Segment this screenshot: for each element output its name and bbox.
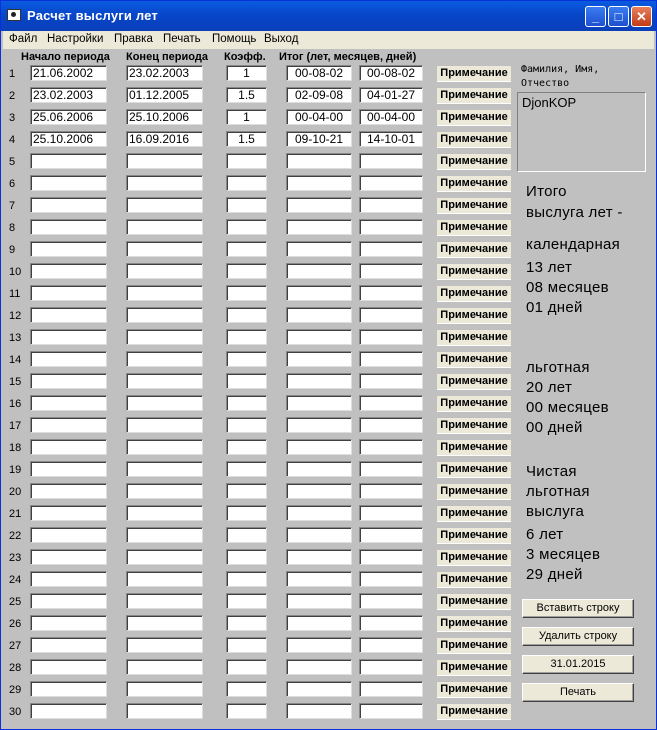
calendar-total-field[interactable] (286, 395, 352, 411)
note-button[interactable]: Примечание (437, 682, 511, 698)
note-button[interactable]: Примечание (437, 242, 511, 258)
calendar-total-field[interactable] (286, 219, 352, 235)
coef-field[interactable] (226, 703, 267, 719)
row-number: 29 (9, 684, 22, 696)
menu-edit[interactable]: Правка (114, 33, 153, 45)
calendar-total-field[interactable] (286, 549, 352, 565)
menu-help[interactable]: Помощь (212, 33, 257, 45)
start-date-field[interactable] (30, 197, 107, 213)
coef-field[interactable] (226, 351, 267, 367)
coef-field[interactable]: 1 (226, 109, 267, 125)
calendar-total-field[interactable] (286, 153, 352, 169)
preferential-total-field[interactable] (359, 329, 423, 345)
end-date-field[interactable]: 01.12.2005 (126, 87, 203, 103)
calendar-total-field[interactable] (286, 351, 352, 367)
start-date-field[interactable] (30, 241, 107, 257)
row-number: 17 (9, 420, 22, 432)
calendar-total-field[interactable] (286, 593, 352, 609)
row-number: 2 (9, 90, 16, 102)
fio-label: Фамилия, Имя, Отчество (521, 64, 600, 89)
summary-calendar-months: 08 месяцев (526, 279, 609, 296)
coef-field[interactable] (226, 461, 267, 477)
header-total: Итог (лет, месяцев, дней) (279, 51, 417, 63)
preferential-total-field[interactable] (359, 175, 423, 191)
summary-net-months: 3 месяцев (526, 546, 601, 563)
calendar-total-field[interactable] (286, 571, 352, 587)
row-number: 19 (9, 464, 22, 476)
note-button[interactable]: Примечание (437, 638, 511, 654)
summary-net-years: 6 лет (526, 526, 564, 543)
start-date-field[interactable] (30, 153, 107, 169)
summary-calendar-label: календарная (526, 236, 621, 253)
coef-field[interactable]: 1.5 (226, 131, 267, 147)
preferential-total-field[interactable] (359, 241, 423, 257)
summary-calendar-years: 13 лет (526, 259, 573, 276)
start-date-field[interactable] (30, 307, 107, 323)
summary-preferential-years: 20 лет (526, 379, 573, 396)
summary-net-label-1: Чистая (526, 463, 577, 480)
row-number: 13 (9, 332, 22, 344)
header-coef: Коэфф. (224, 51, 266, 63)
row-number: 22 (9, 530, 22, 542)
row-number: 5 (9, 156, 16, 168)
end-date-field[interactable] (126, 527, 203, 543)
preferential-total-field[interactable]: 14-10-01 (359, 131, 423, 147)
note-button[interactable]: Примечание (437, 110, 511, 126)
coef-field[interactable] (226, 373, 267, 389)
end-date-field[interactable]: 23.02.2003 (126, 65, 203, 81)
date-button[interactable]: 31.01.2015 (522, 655, 634, 674)
calendar-total-field[interactable]: 09-10-21 (286, 131, 352, 147)
row-number: 21 (9, 508, 22, 520)
start-date-field[interactable] (30, 593, 107, 609)
calendar-total-field[interactable] (286, 505, 352, 521)
start-date-field[interactable] (30, 637, 107, 653)
note-button[interactable]: Примечание (437, 440, 511, 456)
note-button[interactable]: Примечание (437, 286, 511, 302)
row-number: 12 (9, 310, 22, 322)
start-date-field[interactable] (30, 659, 107, 675)
summary-preferential-months: 00 месяцев (526, 399, 609, 416)
preferential-total-field[interactable] (359, 615, 423, 631)
end-date-field[interactable] (126, 681, 203, 697)
start-date-field[interactable] (30, 285, 107, 301)
calendar-total-field[interactable] (286, 373, 352, 389)
calendar-total-field[interactable] (286, 307, 352, 323)
start-date-field[interactable] (30, 549, 107, 565)
preferential-total-field[interactable] (359, 153, 423, 169)
preferential-total-field[interactable] (359, 681, 423, 697)
preferential-total-field[interactable] (359, 505, 423, 521)
coef-field[interactable] (226, 241, 267, 257)
row-number: 11 (9, 288, 21, 300)
calendar-total-field[interactable] (286, 681, 352, 697)
calendar-total-field[interactable] (286, 175, 352, 191)
calendar-total-field[interactable]: 00-08-02 (286, 65, 352, 81)
row-number: 4 (9, 134, 16, 146)
calendar-total-field[interactable] (286, 527, 352, 543)
preferential-total-field[interactable] (359, 307, 423, 323)
close-button[interactable]: ✕ (631, 6, 652, 27)
calendar-total-field[interactable] (286, 329, 352, 345)
end-date-field[interactable] (126, 703, 203, 719)
start-date-field[interactable] (30, 417, 107, 433)
row-number: 23 (9, 552, 22, 564)
start-date-field[interactable]: 21.06.2002 (30, 65, 107, 81)
end-date-field[interactable] (126, 659, 203, 675)
end-date-field[interactable] (126, 395, 203, 411)
coef-field[interactable] (226, 307, 267, 323)
summary-preferential-days: 00 дней (526, 419, 583, 436)
end-date-field[interactable] (126, 571, 203, 587)
note-button[interactable]: Примечание (437, 154, 511, 170)
end-date-field[interactable]: 25.10.2006 (126, 109, 203, 125)
note-button[interactable]: Примечание (437, 374, 511, 390)
row-number: 7 (9, 200, 16, 212)
summary-calendar-days: 01 дней (526, 299, 583, 316)
coef-field[interactable] (226, 615, 267, 631)
coef-field[interactable] (226, 417, 267, 433)
calendar-total-field[interactable] (286, 197, 352, 213)
main-form (3, 49, 654, 727)
coef-field[interactable]: 1.5 (226, 87, 267, 103)
note-button[interactable]: Примечание (437, 418, 511, 434)
end-date-field[interactable] (126, 329, 203, 345)
note-button[interactable]: Примечание (437, 462, 511, 478)
preferential-total-field[interactable]: 00-04-00 (359, 109, 423, 125)
coef-field[interactable] (226, 153, 267, 169)
end-date-field[interactable] (126, 549, 203, 565)
end-date-field[interactable] (126, 241, 203, 257)
start-date-field[interactable]: 25.06.2006 (30, 109, 107, 125)
calendar-total-field[interactable] (286, 439, 352, 455)
start-date-field[interactable] (30, 461, 107, 477)
summary-net-days: 29 дней (526, 566, 583, 583)
note-button[interactable]: Примечание (437, 396, 511, 412)
row-number: 14 (9, 354, 22, 366)
start-date-field[interactable] (30, 395, 107, 411)
preferential-total-field[interactable] (359, 263, 423, 279)
menu-file[interactable]: Файл (9, 33, 38, 45)
note-button[interactable]: Примечание (437, 330, 511, 346)
row-number: 16 (9, 398, 22, 410)
header-start: Начало периода (21, 51, 110, 63)
end-date-field[interactable] (126, 307, 203, 323)
window-title: Расчет выслуги лет (27, 8, 158, 23)
note-button[interactable]: Примечание (437, 132, 511, 148)
preferential-total-field[interactable] (359, 659, 423, 675)
preferential-total-field[interactable] (359, 285, 423, 301)
coef-field[interactable] (226, 681, 267, 697)
coef-field[interactable] (226, 263, 267, 279)
calendar-total-field[interactable]: 00-04-00 (286, 109, 352, 125)
app-icon[interactable] (7, 9, 21, 21)
calendar-total-field[interactable] (286, 615, 352, 631)
end-date-field[interactable] (126, 263, 203, 279)
preferential-total-field[interactable] (359, 351, 423, 367)
insert-row-button[interactable]: Вставить строку (522, 599, 634, 618)
preferential-total-field[interactable] (359, 549, 423, 565)
note-button[interactable]: Примечание (437, 572, 511, 588)
start-date-field[interactable] (30, 373, 107, 389)
coef-field[interactable] (226, 329, 267, 345)
coef-field[interactable] (226, 659, 267, 675)
calendar-total-field[interactable] (286, 417, 352, 433)
coef-field[interactable] (226, 219, 267, 235)
coef-field[interactable] (226, 571, 267, 587)
coef-field[interactable] (226, 483, 267, 499)
row-number: 15 (9, 376, 22, 388)
note-button[interactable]: Примечание (437, 66, 511, 82)
end-date-field[interactable] (126, 373, 203, 389)
summary-preferential-label: льготная (526, 359, 590, 376)
summary-service-label: выслуга лет - (526, 204, 623, 221)
coef-field[interactable] (226, 285, 267, 301)
start-date-field[interactable] (30, 505, 107, 521)
row-number: 1 (9, 68, 16, 80)
preferential-total-field[interactable] (359, 197, 423, 213)
row-number: 18 (9, 442, 22, 454)
end-date-field[interactable]: 16.09.2016 (126, 131, 203, 147)
start-date-field[interactable] (30, 219, 107, 235)
note-button[interactable]: Примечание (437, 264, 511, 280)
note-button[interactable]: Примечание (437, 550, 511, 566)
note-button[interactable]: Примечание (437, 506, 511, 522)
row-number: 25 (9, 596, 22, 608)
calendar-total-field[interactable] (286, 703, 352, 719)
end-date-field[interactable] (126, 615, 203, 631)
row-number: 3 (9, 112, 16, 124)
preferential-total-field[interactable] (359, 439, 423, 455)
header-end: Конец периода (126, 51, 208, 63)
start-date-field[interactable] (30, 329, 107, 345)
coef-field[interactable] (226, 395, 267, 411)
preferential-total-field[interactable] (359, 571, 423, 587)
end-date-field[interactable] (126, 505, 203, 521)
end-date-field[interactable] (126, 175, 203, 191)
start-date-field[interactable] (30, 439, 107, 455)
preferential-total-field[interactable] (359, 703, 423, 719)
note-button[interactable]: Примечание (437, 88, 511, 104)
start-date-field[interactable] (30, 175, 107, 191)
end-date-field[interactable] (126, 593, 203, 609)
start-date-field[interactable] (30, 571, 107, 587)
start-date-field[interactable] (30, 527, 107, 543)
row-number: 8 (9, 222, 16, 234)
calendar-total-field[interactable] (286, 241, 352, 257)
note-button[interactable]: Примечание (437, 308, 511, 324)
row-number: 27 (9, 640, 22, 652)
end-date-field[interactable] (126, 461, 203, 477)
start-date-field[interactable] (30, 703, 107, 719)
coef-field[interactable] (226, 175, 267, 191)
preferential-total-field[interactable] (359, 527, 423, 543)
calendar-total-field[interactable] (286, 637, 352, 653)
start-date-field[interactable] (30, 615, 107, 631)
row-number: 10 (9, 266, 22, 278)
end-date-field[interactable] (126, 417, 203, 433)
calendar-total-field[interactable]: 02-09-08 (286, 87, 352, 103)
end-date-field[interactable] (126, 483, 203, 499)
preferential-total-field[interactable] (359, 593, 423, 609)
start-date-field[interactable] (30, 483, 107, 499)
coef-field[interactable] (226, 549, 267, 565)
row-number: 20 (9, 486, 22, 498)
row-number: 26 (9, 618, 22, 630)
preferential-total-field[interactable] (359, 637, 423, 653)
preferential-total-field[interactable] (359, 395, 423, 411)
calendar-total-field[interactable] (286, 483, 352, 499)
note-button[interactable]: Примечание (437, 616, 511, 632)
preferential-total-field[interactable] (359, 373, 423, 389)
row-number: 24 (9, 574, 22, 586)
delete-row-button[interactable]: Удалить строку (522, 627, 634, 646)
start-date-field[interactable]: 25.10.2006 (30, 131, 107, 147)
coef-field[interactable] (226, 197, 267, 213)
row-number: 9 (9, 244, 16, 256)
row-number: 30 (9, 706, 22, 718)
menu-bar (3, 31, 654, 49)
note-button[interactable]: Примечание (437, 484, 511, 500)
note-button[interactable]: Примечание (437, 704, 511, 720)
menu-exit[interactable]: Выход (264, 33, 299, 45)
note-button[interactable]: Примечание (437, 528, 511, 544)
start-date-field[interactable] (30, 681, 107, 697)
note-button[interactable]: Примечание (437, 594, 511, 610)
note-button[interactable]: Примечание (437, 198, 511, 214)
preferential-total-field[interactable] (359, 461, 423, 477)
preferential-total-field[interactable]: 04-01-27 (359, 87, 423, 103)
end-date-field[interactable] (126, 197, 203, 213)
end-date-field[interactable] (126, 153, 203, 169)
row-number: 6 (9, 178, 16, 190)
maximize-button[interactable]: □ (608, 6, 629, 27)
calendar-total-field[interactable] (286, 285, 352, 301)
calendar-total-field[interactable] (286, 659, 352, 675)
summary-net-label-2: льготная (526, 483, 590, 500)
end-date-field[interactable] (126, 219, 203, 235)
calendar-total-field[interactable] (286, 263, 352, 279)
minimize-button[interactable]: _ (585, 6, 606, 27)
calendar-total-field[interactable] (286, 461, 352, 477)
note-button[interactable]: Примечание (437, 660, 511, 676)
menu-settings[interactable]: Настройки (47, 33, 104, 45)
start-date-field[interactable] (30, 351, 107, 367)
fio-field[interactable]: DjonKOP (517, 92, 646, 172)
end-date-field[interactable] (126, 285, 203, 301)
preferential-total-field[interactable] (359, 219, 423, 235)
coef-field[interactable] (226, 527, 267, 543)
end-date-field[interactable] (126, 439, 203, 455)
note-button[interactable]: Примечание (437, 176, 511, 192)
coef-field[interactable] (226, 637, 267, 653)
coef-field[interactable] (226, 439, 267, 455)
preferential-total-field[interactable]: 00-08-02 (359, 65, 423, 81)
menu-print[interactable]: Печать (163, 33, 201, 45)
note-button[interactable]: Примечание (437, 220, 511, 236)
note-button[interactable]: Примечание (437, 352, 511, 368)
preferential-total-field[interactable] (359, 483, 423, 499)
summary-net-label-3: выслуга (526, 503, 585, 520)
end-date-field[interactable] (126, 351, 203, 367)
start-date-field[interactable] (30, 263, 107, 279)
preferential-total-field[interactable] (359, 417, 423, 433)
row-number: 28 (9, 662, 22, 674)
coef-field[interactable] (226, 593, 267, 609)
summary-total-title: Итого (526, 183, 567, 200)
coef-field[interactable] (226, 505, 267, 521)
end-date-field[interactable] (126, 637, 203, 653)
print-button[interactable]: Печать (522, 683, 634, 702)
start-date-field[interactable]: 23.02.2003 (30, 87, 107, 103)
title-bar[interactable] (1, 1, 656, 31)
coef-field[interactable]: 1 (226, 65, 267, 81)
